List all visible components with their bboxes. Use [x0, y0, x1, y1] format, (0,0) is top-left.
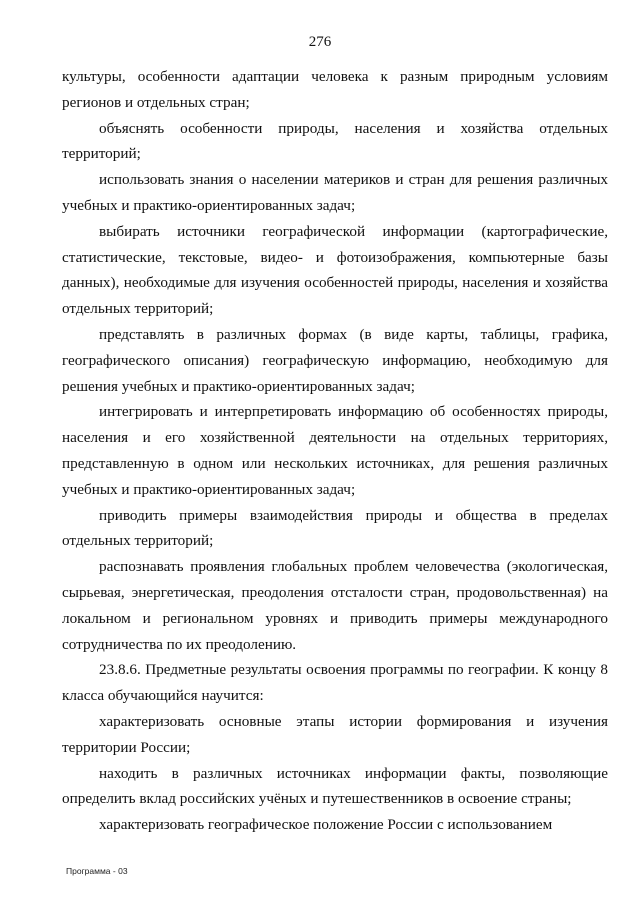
document-body [62, 64, 608, 838]
paragraph: объяснять особенности природы, населения и хозяйства отдельных территорий; [62, 119, 608, 163]
paragraph: представлять в различных формах (в виде карты, таблицы, графика, географического описания) географическую информацию, необходимую для решения учебных и практико-ориентированных задач; [62, 325, 608, 395]
page-footer: Программа - 03 [66, 866, 128, 876]
paragraph: характеризовать основные этапы истории формирования и изучения территории России; [62, 712, 608, 756]
paragraph: приводить примеры взаимодействия природы и общества в пределах отдельных территорий; [62, 506, 608, 550]
page-number: 276 [308, 34, 332, 50]
paragraph: интегрировать и интерпретировать информацию об особенностях природы, населения и его хозяйственной деятельности на отдельных территориях, представленную в одном или нескольких источниках, для решения различных учебных и практико-ориентированных задач; [62, 403, 608, 498]
paragraph: характеризовать географическое положение России с использованием [99, 816, 553, 834]
paragraph-continuation: культуры, особенности адаптации человека к разным природным условиям регионов и отдельных стран; [62, 68, 608, 111]
paragraph: находить в различных источниках информации факты, позволяющие определить вклад российских учёных и путешественников в освоение страны; [62, 764, 608, 808]
section-heading-paragraph: 23.8.6. Предметные результаты освоения программы по географии. К концу 8 класса обучающийся научится: [62, 661, 608, 705]
paragraph: использовать знания о населении материков и стран для решения различных учебных и практико-ориентированных задач; [62, 171, 608, 214]
paragraph: выбирать источники географической информации (картографические, статистические, текстовые, видео- и фотоизображения, компьютерные базы данных), необходимые для изучения особенностей природы, населения и хозяйства отдельных территорий; [62, 222, 608, 318]
paragraph: распознавать проявления глобальных проблем человечества (экологическая, сырьевая, энергетическая, преодоления отсталости стран, продовольственная) на локальном и региональном уровнях и приводить примеры международного сотрудничества по их преодолению. [62, 558, 608, 653]
